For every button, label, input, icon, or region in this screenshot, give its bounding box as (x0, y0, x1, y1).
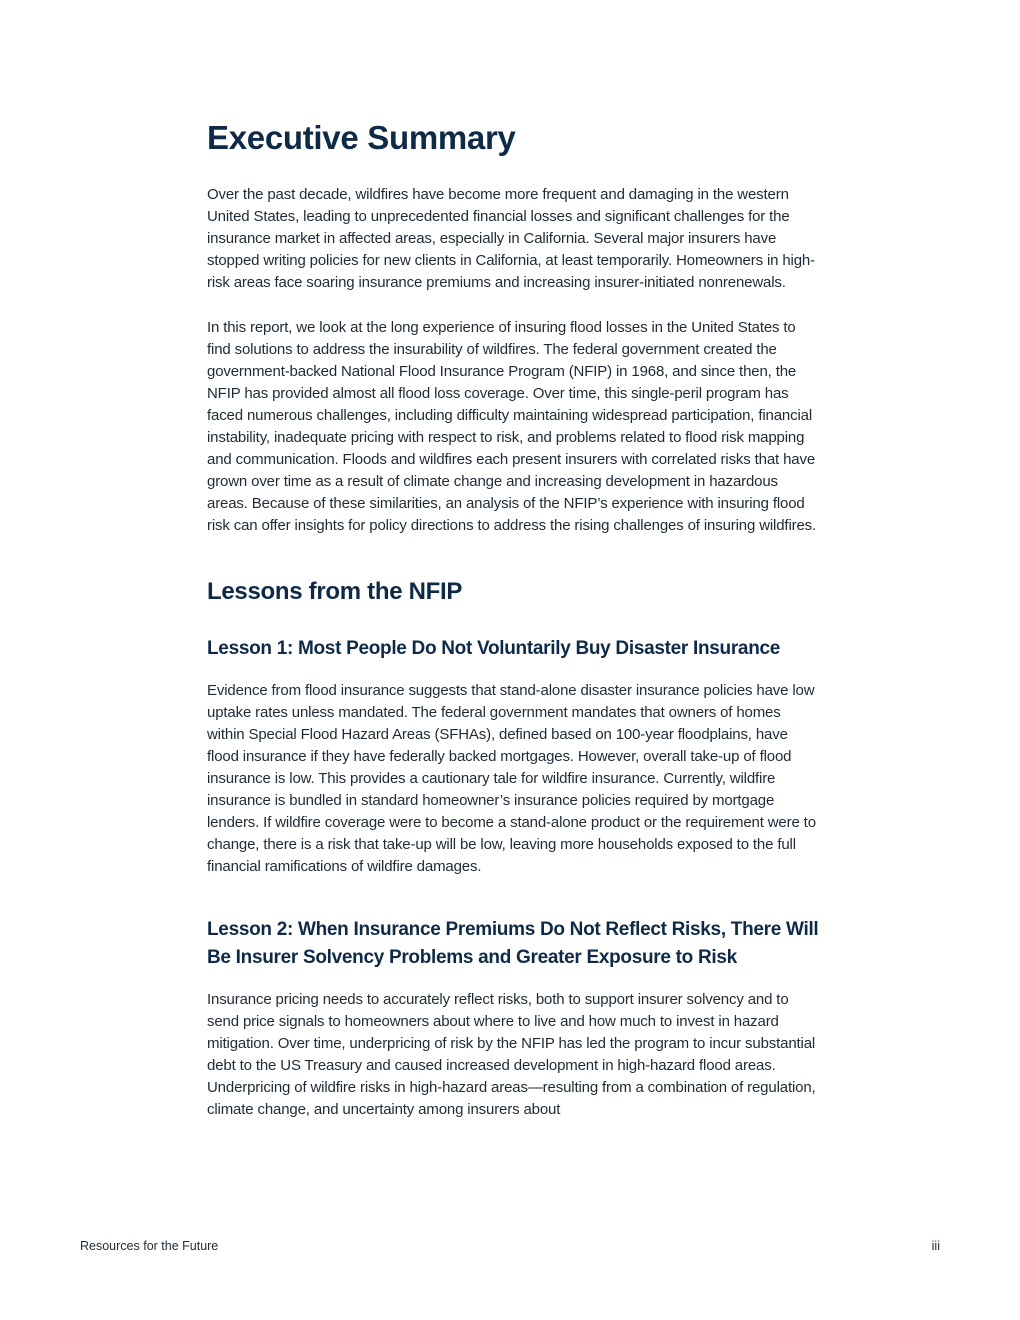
lesson-1-heading: Lesson 1: Most People Do Not Voluntarily Buy Disaster Insurance (207, 638, 781, 659)
lesson-1-body: Evidence from flood insurance suggests that stand-alone disaster insurance policies have low uptake rates unless mandated. The federal government mandates that owners of homes within Special Flood Hazard Areas (SFHAs), defined based on 100-year floodplains, have flood insurance if they have federally backed mortgages. However, overall take-up of flood insurance is low. This provides a cautionary tale for wildfire insurance. Currently, wildfire insurance is bundled in standard homeowner’s insurance policies required by mortgage lenders. If wildfire coverage were to become a stand-alone product or the requirement were to change, there is a risk that take-up will be low, leaving more households exposed to the full financial ramifications of wildfire damages. (207, 682, 816, 875)
lesson-2-body: Insurance pricing needs to accurately reflect risks, both to support insurer solvency and to send price signals to homeowners about where to live and how much to invest in hazard mitigation. Over time, underpricing of risk by the NFIP has led the program to incur substantial debt to the US Treasury and caused increased development in high-hazard flood areas. Underpricing of wildfire risks in high-hazard areas—resulting from a combination of regulation, climate change, and uncertainty among insurers about (207, 991, 816, 1118)
page-title: Executive Summary (207, 119, 516, 156)
page-content (207, 118, 822, 1121)
footer-publisher: Resources for the Future (80, 1239, 219, 1253)
intro-paragraph-2: In this report, we look at the long experience of insuring flood losses in the United States to find solutions to address the insurability of wildfires. The federal government created the government-backed National Flood Insurance Program (NFIP) in 1968, and since then, the NFIP has provided almost all flood loss coverage. Over time, this single-peril program has faced numerous challenges, including difficulty maintaining widespread participation, financial instability, inadequate pricing with respect to risk, and problems related to flood risk mapping and communication. Floods and wildfires each present insurers with correlated risks that have grown over time as a result of climate change and increasing development in hazardous areas. Because of these similarities, an analysis of the NFIP’s experience with insuring flood risk can offer insights for policy directions to address the rising challenges of insuring wildfires. (207, 319, 817, 534)
intro-paragraph-1: Over the past decade, wildfires have become more frequent and damaging in the western United States, leading to unprecedented financial losses and significant challenges for the insurance market in affected areas, especially in California. Several major insurers have stopped writing policies for new clients in California, at least temporarily. Homeowners in high-risk areas face soaring insurance premiums and increasing insurer-initiated nonrenewals. (207, 186, 815, 291)
section-heading: Lessons from the NFIP (207, 578, 463, 605)
footer-page-number: iii (931, 1239, 940, 1253)
lesson-2-heading: Lesson 2: When Insurance Premiums Do Not Reflect Risks, There Will Be Insurer Solvency Problems and Greater Exposure to Risk (207, 919, 819, 968)
